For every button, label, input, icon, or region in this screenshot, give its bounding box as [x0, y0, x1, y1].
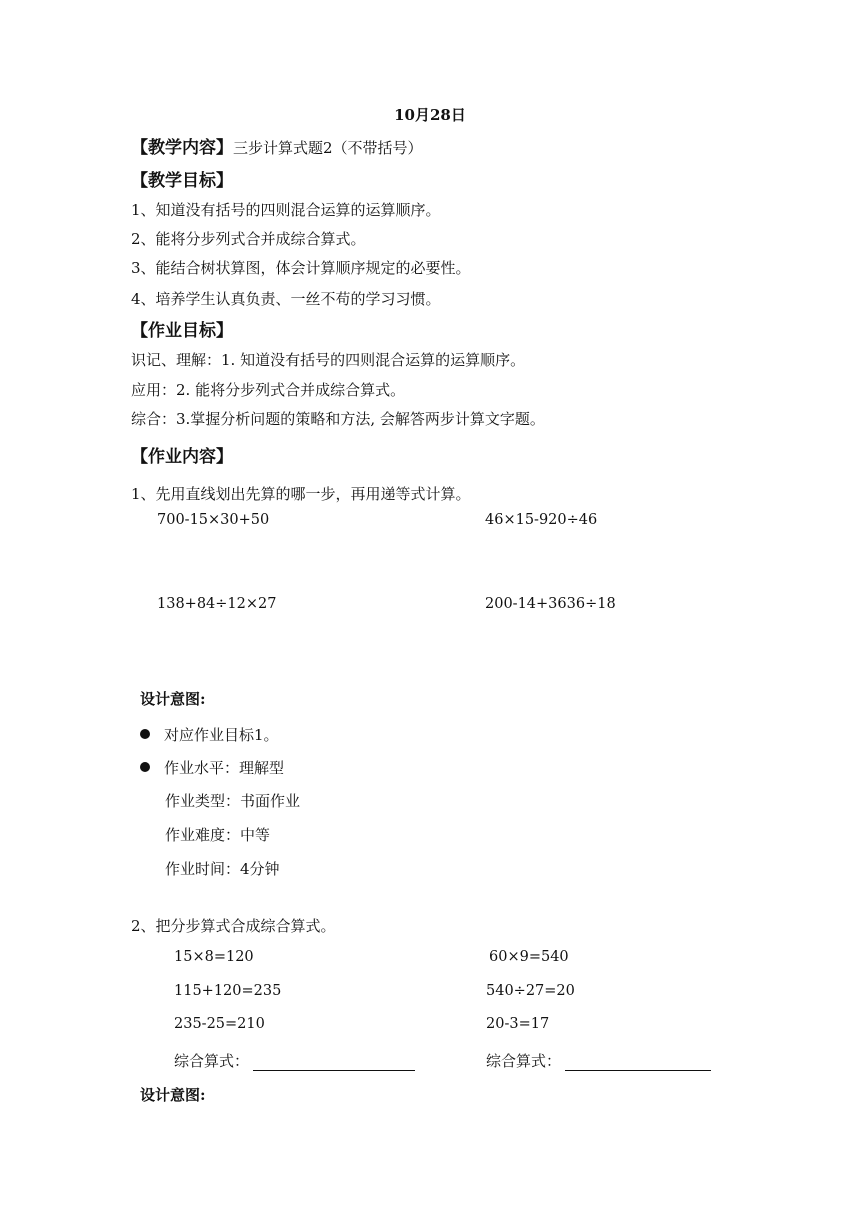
design-intent-1-heading: 设计意图: — [140, 690, 206, 708]
teaching-content-label: 【教学内容】 — [131, 138, 233, 158]
q1-expr-4: 200-14+3636÷18 — [485, 596, 616, 612]
teaching-content — [131, 133, 423, 158]
bullet-icon — [140, 762, 150, 772]
q2-right-step-3: 20-3=17 — [486, 1016, 550, 1032]
combined-answer-blank-left[interactable] — [253, 1056, 415, 1071]
homework-goal-2: 应用：2. 能将分步列式合并成综合算式。 — [131, 381, 406, 399]
q1-expr-3: 138+84÷12×27 — [157, 596, 277, 612]
page-date: 10月28日 — [394, 106, 466, 124]
design-intent-1-bullet-2 — [140, 757, 284, 778]
q2-right-step-2: 540÷27=20 — [486, 983, 575, 999]
design-intent-1-bullet-1 — [140, 724, 279, 745]
q2-right-step-1: 60×9=540 — [489, 949, 569, 965]
design-intent-1-b2-text: 作业水平：理解型 — [164, 759, 285, 777]
design-intent-1-time: 作业时间：4分钟 — [165, 860, 280, 878]
q2-prompt: 2、把分步算式合成综合算式。 — [131, 917, 336, 935]
combined-label: 综合算式： — [486, 1052, 562, 1070]
design-intent-1-difficulty: 作业难度：中等 — [165, 826, 271, 844]
bullet-icon — [140, 729, 150, 739]
teaching-goal-2: 2、能将分步列式合并成综合算式。 — [131, 230, 366, 248]
teaching-goal-1: 1、知道没有括号的四则混合运算的运算顺序。 — [131, 201, 441, 219]
homework-goal-3: 综合：3.掌握分析问题的策略和方法, 会解答两步计算文字题。 — [131, 410, 545, 428]
teaching-goal-4: 4、培养学生认真负责、一丝不苟的学习习惯。 — [131, 290, 441, 308]
design-intent-1-b1-text: 对应作业目标1。 — [164, 726, 279, 744]
design-intent-1-type: 作业类型：书面作业 — [165, 792, 301, 810]
q2-right-combined — [486, 1050, 711, 1071]
combined-answer-blank-right[interactable] — [565, 1056, 711, 1071]
homework-content-heading: 【作业内容】 — [131, 447, 233, 467]
teaching-goals-heading: 【教学目标】 — [131, 171, 233, 191]
q2-left-step-2: 115+120=235 — [174, 983, 282, 999]
design-intent-2-heading: 设计意图: — [140, 1086, 206, 1104]
q1-expr-2: 46×15-920÷46 — [485, 512, 598, 528]
q2-left-step-1: 15×8=120 — [174, 949, 254, 965]
q1-prompt: 1、先用直线划出先算的哪一步，再用递等式计算。 — [131, 485, 471, 503]
q2-left-combined — [174, 1050, 415, 1071]
homework-goal-1: 识记、理解：1. 知道没有括号的四则混合运算的运算顺序。 — [131, 351, 526, 369]
homework-goals-heading: 【作业目标】 — [131, 321, 233, 341]
q1-expr-1: 700-15×30+50 — [157, 512, 270, 528]
teaching-goal-3: 3、能结合树状算图，体会计算顺序规定的必要性。 — [131, 259, 471, 277]
teaching-content-text: 三步计算式题2（不带括号） — [233, 139, 423, 157]
combined-label: 综合算式： — [174, 1052, 250, 1070]
q2-left-step-3: 235-25=210 — [174, 1016, 265, 1032]
